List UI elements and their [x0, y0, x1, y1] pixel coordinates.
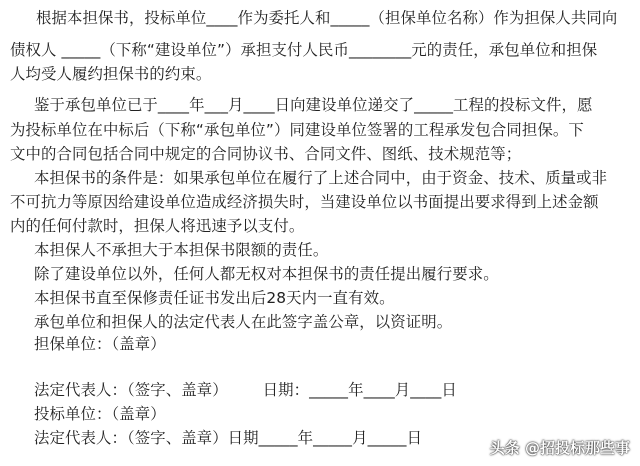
- paragraph-4: 本担保人不承担大于本担保书限额的责任。: [34, 241, 329, 259]
- bidder-representative-line: 法定代表人：（签字、盖章）日期_____年_____月_____日: [34, 429, 423, 447]
- source-watermark: 头条 @招投标那些事: [489, 439, 630, 457]
- paragraph-6: 本担保书直至保修责任证书发出后28天内一直有效。: [34, 289, 395, 307]
- paragraph-1-line-1: 根据本担保书，投标单位____作为委托人和_____（担保单位名称）作为担保人共同向: [36, 9, 618, 27]
- paragraph-1-line-2: 债权人 _____（下称“建设单位”）承担支付人民币________元的责任，承包单位和担保: [10, 41, 598, 59]
- guarantor-seal-line: 担保单位：（盖章）: [34, 335, 166, 353]
- paragraph-2-line-2: 为投标单位在中标后（下称“承包单位”）同建设单位签署的工程承发包合同担保。下: [10, 121, 584, 139]
- paragraph-3-line-3: 内的任何付款时，担保人将迅速予以支付。: [10, 217, 305, 235]
- guarantor-representative-line: 法定代表人：（签字、盖章） 日期：_____年____月____日: [34, 381, 457, 399]
- paragraph-7: 承包单位和担保人的法定代表人在此签字盖公章，以资证明。: [34, 313, 453, 331]
- paragraph-3-line-2: 不可抗力等原因给建设单位造成经济损失时，当建设单位以书面提出要求得到上述金额: [10, 193, 599, 211]
- paragraph-2-line-1: 鉴于承包单位已于____年___月____日向建设单位递交了_____工程的投标文件，愿: [34, 96, 593, 114]
- paragraph-5: 除了建设单位以外，任何人都无权对本担保书的责任提出履行要求。: [34, 265, 499, 283]
- bidder-seal-line: 投标单位：（盖章）: [34, 405, 166, 423]
- paragraph-3-line-1: 本担保书的条件是：如果承包单位在履行了上述合同中，由于资金、技术、质量或非: [34, 169, 608, 187]
- paragraph-1-line-3: 人均受人履约担保书的约束。: [10, 65, 212, 83]
- paragraph-2-line-3: 文中的合同包括合同中规定的合同协议书、合同文件、图纸、技术规范等；: [10, 145, 522, 163]
